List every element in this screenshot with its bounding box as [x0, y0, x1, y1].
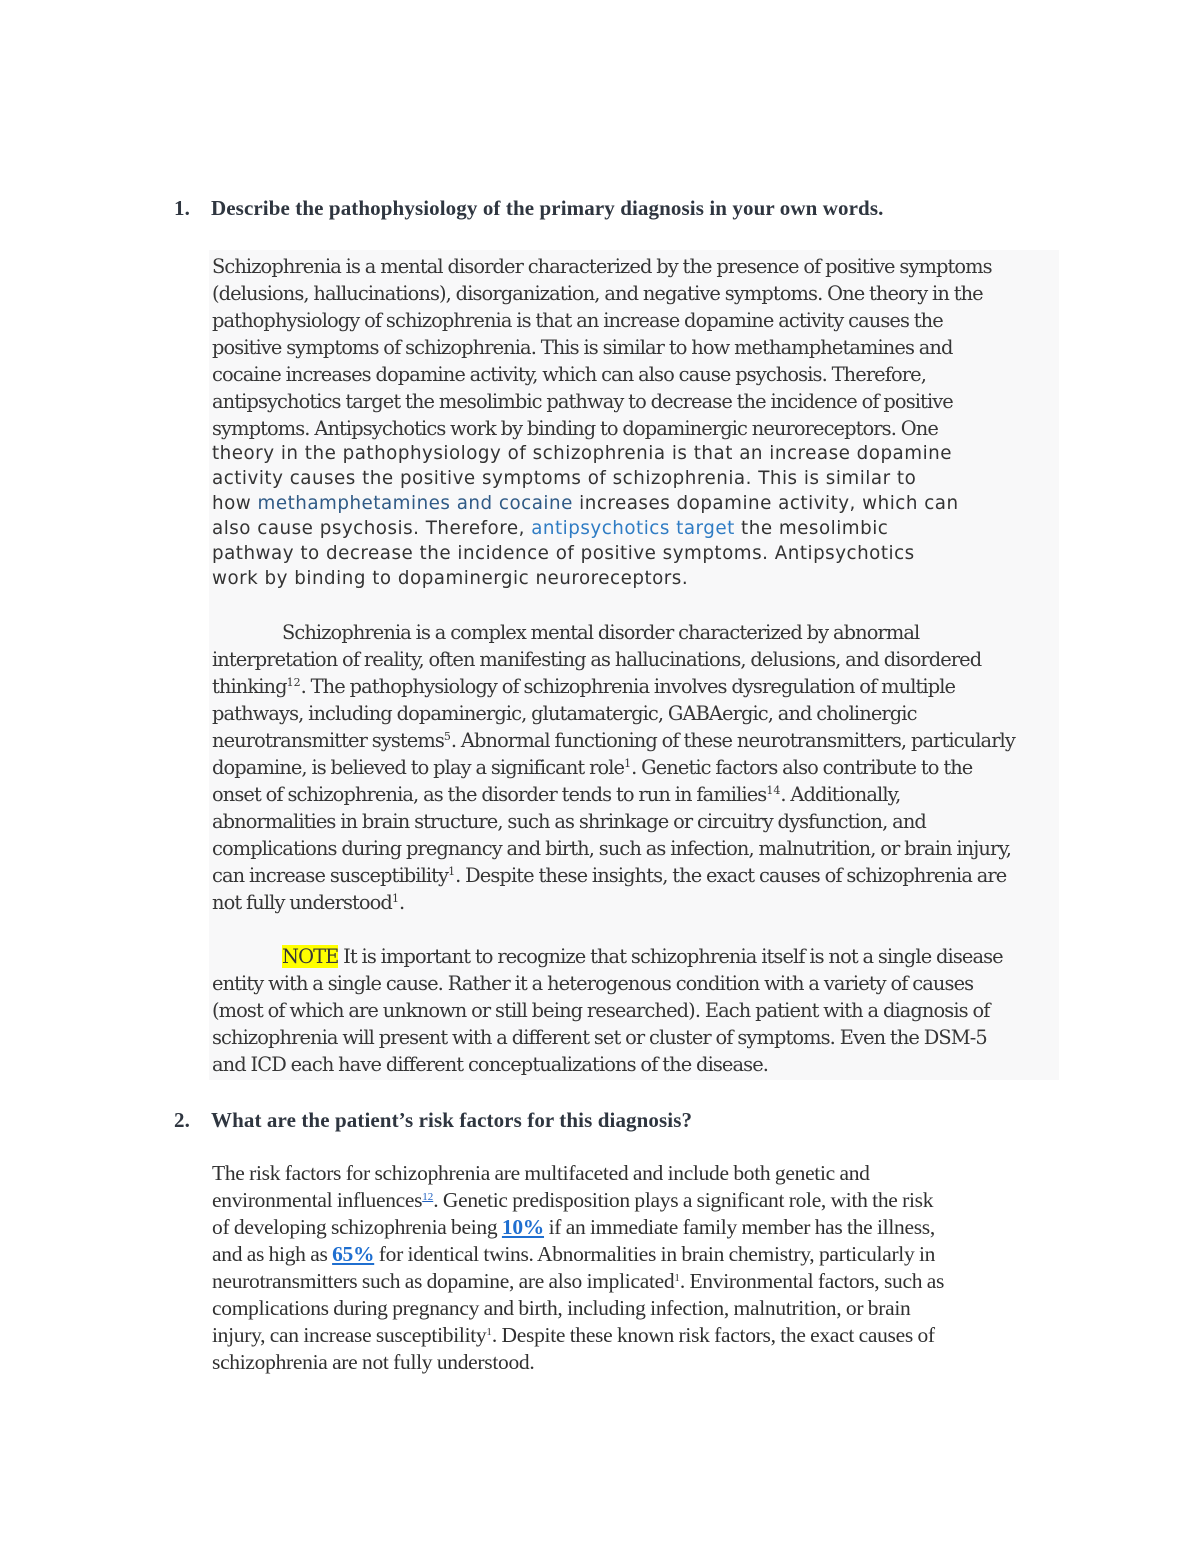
- text-line: [212, 862, 1062, 889]
- text-span: increases dopamine activity, which can: [572, 493, 959, 514]
- question-number: 1.: [174, 196, 190, 220]
- citation-superscript: 1: [448, 865, 456, 878]
- text-line: (most of which are unknown or still being researched). Each patient with a diagnosis of: [212, 999, 990, 1022]
- percent-65-link[interactable]: 65%: [332, 1242, 375, 1266]
- text-line: abnormalities in brain structure, such as shrinkage or circuitry dysfunction, and: [212, 810, 926, 833]
- citation-superscript: 1: [674, 1272, 680, 1284]
- text-line: [212, 943, 1062, 970]
- text-line: [212, 727, 1062, 754]
- text-span: onset of schizophrenia, as the disorder tends to run in families: [212, 783, 767, 806]
- citation-superscript: 1: [391, 892, 399, 905]
- text-line: theory in the pathophysiology of schizophrenia is that an increase dopamine: [212, 443, 952, 464]
- text-line: and ICD each have different conceptualizations of the disease.: [212, 1053, 769, 1076]
- text-span: and as high as: [212, 1242, 333, 1266]
- note-highlight-label: NOTE: [282, 945, 339, 968]
- text-line: [212, 1241, 1062, 1268]
- text-line: cocaine increases dopamine activity, which can also cause psychosis. Therefore,: [212, 363, 927, 386]
- text-line: activity causes the positive symptoms of schizophrenia. This is similar to: [212, 468, 917, 489]
- text-span: neurotransmitters such as dopamine, are also implicated: [212, 1269, 675, 1293]
- text-span: how: [212, 493, 258, 514]
- text-line: work by binding to dopaminergic neuroreceptors.: [212, 568, 689, 589]
- percent-10-link[interactable]: 10%: [501, 1215, 545, 1239]
- text-line: pathway to decrease the incidence of positive symptoms. Antipsychotics: [212, 543, 915, 564]
- text-line: positive symptoms of schizophrenia. This is similar to how methamphetamines and: [212, 336, 953, 359]
- text-line: [212, 889, 1062, 916]
- question-text: What are the patient’s risk factors for this diagnosis?: [211, 1108, 693, 1132]
- answer-1-paragraph-b: [212, 619, 1062, 916]
- text-span: . The pathophysiology of schizophrenia involves dysregulation of multiple: [300, 675, 956, 698]
- text-line: entity with a single cause. Rather it a heterogenous condition with a variety of causes: [212, 972, 974, 995]
- text-line: antipsychotics target the mesolimbic pathway to decrease the incidence of positive: [212, 390, 953, 413]
- answer-1-paragraph-serif: [212, 253, 1062, 442]
- text-span: not fully understood: [212, 891, 392, 914]
- text-line: [212, 1214, 1062, 1241]
- text-span: injury, can increase susceptibility: [212, 1323, 487, 1347]
- text-span: the mesolimbic: [734, 518, 889, 539]
- answer-1-paragraph-sans: [212, 441, 1062, 591]
- text-line: pathophysiology of schizophrenia is that an increase dopamine activity causes the: [212, 309, 943, 332]
- citation-superscript: 14: [766, 784, 781, 797]
- text-line: [212, 754, 1062, 781]
- text-span: can increase susceptibility: [212, 864, 449, 887]
- text-line: [212, 516, 1062, 541]
- text-span: . Additionally,: [780, 783, 901, 806]
- text-span: neurotransmitter systems: [212, 729, 444, 752]
- text-line: interpretation of reality, often manifesting as hallucinations, delusions, and disordered: [212, 648, 982, 671]
- citation-link[interactable]: 12: [422, 1191, 434, 1203]
- text-line: [212, 781, 1062, 808]
- text-line: Schizophrenia is a complex mental disorder characterized by abnormal: [282, 621, 920, 644]
- text-line: schizophrenia are not fully understood.: [212, 1350, 535, 1374]
- text-line: complications during pregnancy and birth, including infection, malnutrition, or brain: [212, 1296, 911, 1320]
- text-span: . Genetic predisposition plays a significant role, with the risk: [433, 1188, 934, 1212]
- question-1-heading: [174, 196, 883, 221]
- question-2-heading: [174, 1108, 692, 1133]
- text-line: pathways, including dopaminergic, glutamatergic, GABAergic, and cholinergic: [212, 702, 917, 725]
- text-span: It is important to recognize that schizophrenia itself is not a single disease: [338, 945, 1003, 968]
- citation-superscript: 1: [624, 757, 632, 770]
- text-span: also cause psychosis. Therefore,: [212, 518, 532, 539]
- text-span: . Genetic factors also contribute to the: [631, 756, 973, 779]
- citation-superscript: 12: [286, 676, 301, 689]
- text-line: [212, 1187, 1062, 1214]
- text-span: .: [398, 891, 405, 914]
- text-span: . Abnormal functioning of these neurotransmitters, particularly: [450, 729, 1015, 752]
- text-line: complications during pregnancy and birth, such as infection, malnutrition, or brain injury,: [212, 837, 1012, 860]
- text-line: symptoms. Antipsychotics work by binding to dopaminergic neuroreceptors. One: [212, 417, 938, 440]
- text-span: if an immediate family member has the illness,: [544, 1215, 935, 1239]
- text-line: [212, 1322, 1062, 1349]
- question-text: Describe the pathophysiology of the primary diagnosis in your own words.: [211, 196, 884, 220]
- text-span: . Despite these insights, the exact causes of schizophrenia are: [455, 864, 1007, 887]
- text-line: [212, 673, 1062, 700]
- text-span: . Despite these known risk factors, the exact causes of: [491, 1323, 935, 1347]
- methamphetamines-link[interactable]: methamphetamines and cocaine: [257, 493, 573, 514]
- text-line: Schizophrenia is a mental disorder characterized by the presence of positive symptoms: [212, 255, 992, 278]
- citation-superscript: 5: [443, 730, 451, 743]
- answer-2-paragraph: [212, 1160, 1062, 1376]
- text-line: The risk factors for schizophrenia are multifaceted and include both genetic and: [212, 1161, 870, 1185]
- text-line: schizophrenia will present with a different set or cluster of symptoms. Even the DSM-5: [212, 1026, 987, 1049]
- text-span: environmental influences: [212, 1188, 423, 1212]
- question-number: 2.: [174, 1108, 190, 1132]
- text-line: [212, 1268, 1062, 1295]
- text-line: [212, 491, 1062, 516]
- text-span: thinking: [212, 675, 287, 698]
- text-line: (delusions, hallucinations), disorganization, and negative symptoms. One theory in the: [212, 282, 983, 305]
- text-span: dopamine, is believed to play a significant role: [212, 756, 625, 779]
- text-span: of developing schizophrenia being: [212, 1215, 502, 1239]
- antipsychotics-link[interactable]: antipsychotics target: [531, 518, 735, 539]
- text-span: . Environmental factors, such as: [679, 1269, 945, 1293]
- answer-1-note: [212, 943, 1062, 1078]
- text-span: for identical twins. Abnormalities in brain chemistry, particularly in: [374, 1242, 936, 1266]
- citation-superscript: 1: [486, 1326, 492, 1338]
